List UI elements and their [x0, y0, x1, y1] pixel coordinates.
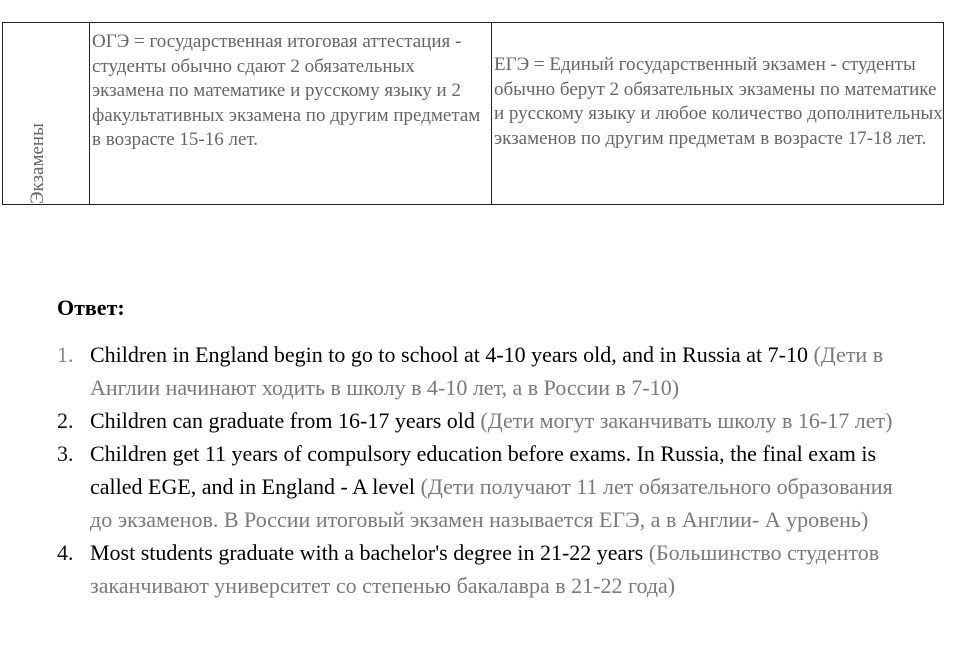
russian-translation: (Дети могут заканчивать школу в 16-17 лет) [480, 408, 893, 433]
row-label: Экзамены [27, 123, 48, 204]
exams-table-row [2, 22, 944, 205]
answer-title: Ответ: [57, 295, 125, 320]
list-item [57, 338, 907, 404]
row-label-cell [3, 23, 90, 204]
russian-translation: (Дети в Англии начинают ходить в школу в 4-10 лет, а в России в 7-10) [90, 342, 884, 400]
list-item [57, 437, 907, 536]
russian-translation: (Большинство студентов заканчивают университет со степенью бакалавра в 21-22 года) [90, 540, 880, 598]
list-item-number: 2. [57, 408, 74, 433]
english-answer: Children get 11 years of compulsory education before exams. In Russia, the final exam is called EGE, and in England - A level [90, 441, 877, 499]
english-answer: Children in England begin to go to school at 4-10 years old, and in Russia at 7-10 [90, 342, 808, 367]
list-item [57, 536, 907, 602]
answer-list [57, 338, 907, 602]
oge-description: ОГЭ = государственная итоговая аттестация - студенты обычно сдают 2 обязательных экзамена по математике и русскому языку и 2 факультативных экзамена по другим предметам в возрасте 15-16 лет. [90, 23, 492, 204]
russian-translation: (Дети получают 11 лет обязательного образования до экзаменов. В России итоговый экзамен называется ЕГЭ, а в Англии- А уровень) [90, 474, 893, 532]
list-item-number: 4. [57, 540, 74, 565]
english-answer: Children can graduate from 16-17 years old [90, 408, 475, 433]
list-item-number: 3. [57, 441, 74, 466]
list-item-number: 1. [57, 342, 74, 367]
list-item [57, 404, 907, 437]
ege-description: ЕГЭ = Единый государственный экзамен - студенты обычно берут 2 обязательных экзамены по математике и русскому языку и любое количество дополнительных экзаменов по другим предметам в возрасте 17-18 лет. [494, 54, 943, 149]
english-answer: Most students graduate with a bachelor's degree in 21-22 years [90, 540, 644, 565]
